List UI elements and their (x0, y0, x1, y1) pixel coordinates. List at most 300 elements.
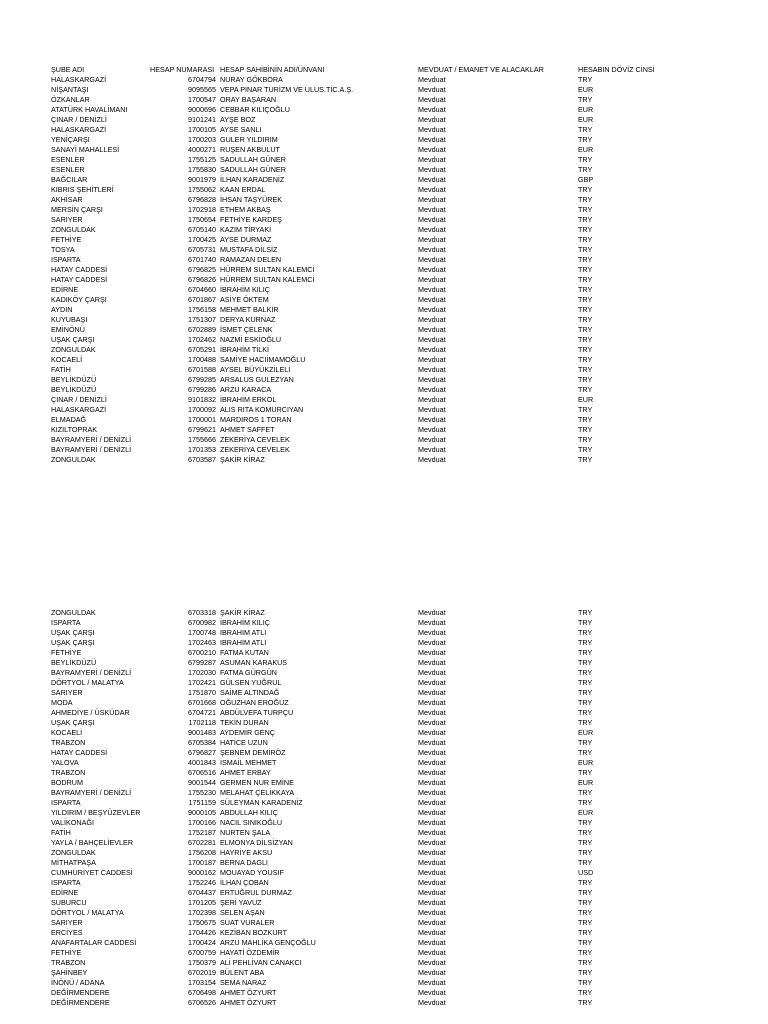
tur-cell: Mevduat (418, 405, 446, 414)
table-row (0, 275, 768, 285)
hesap-no-cell: 9101832 (188, 395, 216, 404)
hesap-no-cell: 1752246 (188, 878, 216, 887)
doviz-cell: TRY (578, 718, 593, 727)
hesap-sahibi-cell: AHMET ÖZYURT (220, 988, 277, 997)
tur-cell: Mevduat (418, 638, 446, 647)
sube-cell: FETHİYE (51, 948, 82, 957)
hesap-sahibi-cell: HAYATİ ÖZDEMİR (220, 948, 280, 957)
table-row (0, 255, 768, 265)
hesap-no-cell: 1755666 (188, 435, 216, 444)
doviz-cell: TRY (578, 225, 593, 234)
table-row (0, 375, 768, 385)
tur-cell: Mevduat (418, 135, 446, 144)
sube-cell: ELMADAĞ (51, 415, 87, 424)
table-row (0, 325, 768, 335)
hesap-no-cell: 9095565 (188, 85, 216, 94)
doviz-cell: TRY (578, 285, 593, 294)
table-row (0, 788, 768, 798)
doviz-cell: EUR (578, 728, 594, 737)
hesap-no-cell: 4000271 (188, 145, 216, 154)
tur-cell: Mevduat (418, 808, 446, 817)
tur-cell: Mevduat (418, 255, 446, 264)
hesap-no-cell: 1702462 (188, 335, 216, 344)
sube-cell: KADIKÖY ÇARŞI (51, 295, 107, 304)
hesap-sahibi-cell: IBRAHIM ATLI (220, 628, 267, 637)
hesap-sahibi-cell: ARZU MAHLİKA GENÇOĞLU (220, 938, 316, 947)
doviz-cell: TRY (578, 918, 593, 927)
doviz-cell: TRY (578, 928, 593, 937)
doviz-cell: TRY (578, 988, 593, 997)
hesap-sahibi-cell: İBRAHİM KILIÇ (220, 618, 270, 627)
tur-cell: Mevduat (418, 435, 446, 444)
sube-cell: ZONGULDAK (51, 455, 96, 464)
table-row (0, 688, 768, 698)
sube-cell: ISPARTA (51, 255, 81, 264)
tur-cell: Mevduat (418, 888, 446, 897)
tur-cell: Mevduat (418, 315, 446, 324)
hesap-no-cell: 1750675 (188, 918, 216, 927)
doviz-cell: EUR (578, 85, 594, 94)
doviz-cell: TRY (578, 275, 593, 284)
doviz-cell: EUR (578, 395, 594, 404)
sube-cell: ZONGULDAK (51, 848, 96, 857)
table-row (0, 818, 768, 828)
tur-cell: Mevduat (418, 145, 446, 154)
doviz-cell: TRY (578, 385, 593, 394)
hesap-sahibi-cell: AHMET ERBAY (220, 768, 271, 777)
table-row (0, 185, 768, 195)
doviz-cell: TRY (578, 678, 593, 687)
hesap-sahibi-cell: ŞEBNEM DEMİRÖZ (220, 748, 286, 757)
table-row (0, 628, 768, 638)
doviz-cell: GBP (578, 175, 594, 184)
hesap-sahibi-cell: ARSALUS GULEZYAN (220, 375, 294, 384)
table-row (0, 415, 768, 425)
tur-cell: Mevduat (418, 245, 446, 254)
hesap-no-cell: 6704660 (188, 285, 216, 294)
tur-cell: Mevduat (418, 75, 446, 84)
hesap-sahibi-cell: FATMA KUTAN (220, 648, 269, 657)
sube-cell: ZONGULDAK (51, 608, 96, 617)
tur-cell: Mevduat (418, 165, 446, 174)
doviz-cell: TRY (578, 948, 593, 957)
sube-cell: BAYRAMYERİ / DENİZLİ (51, 435, 132, 444)
hesap-no-cell: 6705731 (188, 245, 216, 254)
doviz-cell: TRY (578, 818, 593, 827)
tur-cell: Mevduat (418, 968, 446, 977)
hesap-sahibi-cell: NURTEN ŞALA (220, 828, 271, 837)
tur-cell: Mevduat (418, 195, 446, 204)
hesap-no-cell: 6704721 (188, 708, 216, 717)
doviz-cell: TRY (578, 325, 593, 334)
sube-cell: ISPARTA (51, 878, 81, 887)
table-row (0, 768, 768, 778)
table-row (0, 708, 768, 718)
hesap-sahibi-cell: SUAT VURALER (220, 918, 275, 927)
hesap-sahibi-cell: ERTUĞRUL DURMAZ (220, 888, 292, 897)
sube-cell: DEĞİRMENDERE (51, 988, 110, 997)
hesap-no-cell: 6704437 (188, 888, 216, 897)
table-row (0, 958, 768, 968)
table-row (0, 455, 768, 465)
table-row (0, 748, 768, 758)
hesap-sahibi-cell: GULER YILDIRIM (220, 135, 278, 144)
hesap-no-cell: 1703154 (188, 978, 216, 987)
hesap-sahibi-cell: AYSE SANLI (220, 125, 262, 134)
table-row (0, 718, 768, 728)
hesap-no-cell: 1704426 (188, 928, 216, 937)
doviz-cell: TRY (578, 405, 593, 414)
tur-cell: Mevduat (418, 718, 446, 727)
hesap-sahibi-cell: ŞERİ YAVUZ (220, 898, 262, 907)
hesap-no-cell: 6796826 (188, 275, 216, 284)
hesap-sahibi-cell: ASUMAN KARAKUS (220, 658, 288, 667)
hesap-sahibi-cell: MEHMET BALKIR (220, 305, 279, 314)
table-row (0, 918, 768, 928)
tur-cell: Mevduat (418, 265, 446, 274)
sube-cell: TRABZON (51, 958, 86, 967)
table-row (0, 968, 768, 978)
hesap-no-cell: 6701867 (188, 295, 216, 304)
hesap-no-cell: 6700210 (188, 648, 216, 657)
hesap-sahibi-cell: CEBBAR KILIÇOĞLU (220, 105, 290, 114)
doviz-cell: TRY (578, 748, 593, 757)
table-row (0, 648, 768, 658)
hesap-no-cell: 6705140 (188, 225, 216, 234)
hesap-sahibi-cell: FETHİYE KARDEŞ (220, 215, 282, 224)
tur-cell: Mevduat (418, 958, 446, 967)
tur-cell: Mevduat (418, 898, 446, 907)
table-row (0, 235, 768, 245)
hesap-no-cell: 1756208 (188, 848, 216, 857)
hesap-no-cell: 1750654 (188, 215, 216, 224)
table-row (0, 898, 768, 908)
sube-cell: HATAY CADDESİ (51, 265, 108, 274)
tur-cell: Mevduat (418, 998, 446, 1007)
sube-cell: CUMHURİYET CADDESİ (51, 868, 133, 877)
sube-cell: HATAY CADDESİ (51, 275, 108, 284)
doviz-cell: TRY (578, 355, 593, 364)
table-row (0, 425, 768, 435)
sube-cell: KOCAELİ (51, 355, 83, 364)
sube-cell: BEYLİKDÜZÜ (51, 658, 97, 667)
doviz-cell: TRY (578, 445, 593, 454)
sube-cell: HALASKARGAZİ (51, 125, 107, 134)
doviz-cell: TRY (578, 708, 593, 717)
table-row (0, 135, 768, 145)
sube-cell: YALOVA (51, 758, 79, 767)
tur-cell: Mevduat (418, 948, 446, 957)
table-row (0, 445, 768, 455)
table-row (0, 395, 768, 405)
sube-cell: EMİNÖNÜ (51, 325, 85, 334)
doviz-cell: TRY (578, 768, 593, 777)
sube-cell: FETHİYE (51, 648, 82, 657)
hesap-sahibi-cell: HAYRİYE AKSU (220, 848, 273, 857)
table-row (0, 658, 768, 668)
doviz-cell: TRY (578, 375, 593, 384)
hesap-no-cell: 6796828 (188, 195, 216, 204)
table-row (0, 365, 768, 375)
doviz-cell: TRY (578, 345, 593, 354)
tur-cell: Mevduat (418, 788, 446, 797)
table-row (0, 848, 768, 858)
table-row (0, 928, 768, 938)
table-row (0, 828, 768, 838)
doviz-cell: TRY (578, 998, 593, 1007)
hesap-sahibi-cell: ARZU KARACA (220, 385, 272, 394)
table-row (0, 115, 768, 125)
table-row (0, 355, 768, 365)
table-row (0, 638, 768, 648)
doviz-cell: TRY (578, 828, 593, 837)
hesap-no-cell: 1700203 (188, 135, 216, 144)
hesap-no-cell: 9101241 (188, 115, 216, 124)
hesap-sahibi-cell: TEKİN DURAN (220, 718, 269, 727)
doviz-cell: TRY (578, 455, 593, 464)
sube-cell: ÇINAR / DENİZLİ (51, 115, 107, 124)
hesap-no-cell: 1751307 (188, 315, 216, 324)
sube-cell: TOSYA (51, 245, 75, 254)
table-row (0, 668, 768, 678)
hesap-sahibi-cell: İLHAN KARADENİZ (220, 175, 285, 184)
table-row (0, 698, 768, 708)
sube-cell: SUBURCU (51, 898, 87, 907)
sube-cell: BEYLİKDÜZÜ (51, 385, 97, 394)
doviz-cell: TRY (578, 365, 593, 374)
hesap-sahibi-cell: ETHEM AKBAŞ (220, 205, 271, 214)
sube-cell: EDİRNE (51, 888, 79, 897)
tur-cell: Mevduat (418, 648, 446, 657)
hesap-no-cell: 1751159 (188, 798, 216, 807)
hesap-no-cell: 1702463 (188, 638, 216, 647)
hesap-sahibi-cell: AYDEMİR GENÇ (220, 728, 275, 737)
doviz-cell: TRY (578, 618, 593, 627)
hesap-sahibi-cell: BERNA DAGLI (220, 858, 268, 867)
table-row (0, 215, 768, 225)
hesap-sahibi-cell: AYSE DURMAZ (220, 235, 272, 244)
tur-cell: Mevduat (418, 415, 446, 424)
hesap-no-cell: 9001483 (188, 728, 216, 737)
tur-cell: Mevduat (418, 618, 446, 627)
sube-cell: ANAFARTALAR CADDESİ (51, 938, 137, 947)
sube-cell: ŞAHİNBEY (51, 968, 88, 977)
hesap-no-cell: 1702030 (188, 668, 216, 677)
hesap-sahibi-cell: NACIL SINIKOĞLU (220, 818, 283, 827)
table-row (0, 225, 768, 235)
sube-cell: ZONGULDAK (51, 345, 96, 354)
sube-cell: SARIYER (51, 688, 83, 697)
tur-cell: Mevduat (418, 928, 446, 937)
tur-cell: Mevduat (418, 295, 446, 304)
sube-cell: EDİRNE (51, 285, 79, 294)
hesap-sahibi-cell: KEZİBAN BOZKURT (220, 928, 287, 937)
doviz-cell: EUR (578, 758, 594, 767)
tur-cell: Mevduat (418, 105, 446, 114)
hesap-no-cell: 1755230 (188, 788, 216, 797)
sube-cell: BODRUM (51, 778, 83, 787)
hesap-no-cell: 1752187 (188, 828, 216, 837)
doviz-cell: EUR (578, 778, 594, 787)
tur-cell: Mevduat (418, 918, 446, 927)
sube-cell: MODA (51, 698, 73, 707)
table-row (0, 405, 768, 415)
hesap-no-cell: 1700187 (188, 858, 216, 867)
hesap-sahibi-cell: ABDÜLVEFA TURPÇU (220, 708, 294, 717)
tur-cell: Mevduat (418, 908, 446, 917)
hesap-no-cell: 6705384 (188, 738, 216, 747)
tur-cell: Mevduat (418, 738, 446, 747)
sube-cell: HALASKARGAZİ (51, 405, 107, 414)
doviz-cell: TRY (578, 858, 593, 867)
hesap-sahibi-cell: SEMA NARAZ (220, 978, 267, 987)
hesap-sahibi-cell: İBRAHİM ERKOL (220, 395, 277, 404)
doviz-cell: TRY (578, 215, 593, 224)
hesap-sahibi-cell: NURAY GÖKBORA (220, 75, 283, 84)
doviz-cell: TRY (578, 878, 593, 887)
doviz-cell: EUR (578, 808, 594, 817)
tur-cell: Mevduat (418, 175, 446, 184)
hesap-sahibi-cell: MARDIROS 1 TORAN (220, 415, 292, 424)
sube-cell: AYDIN (51, 305, 73, 314)
tur-cell: Mevduat (418, 728, 446, 737)
sube-cell: SARIYER (51, 215, 83, 224)
hesap-no-cell: 6706498 (188, 988, 216, 997)
header-doviz: HESABIN DÖVİZ CİNSİ (578, 65, 655, 74)
sube-cell: MİTHATPAŞA (51, 858, 96, 867)
doviz-cell: TRY (578, 648, 593, 657)
doviz-cell: TRY (578, 608, 593, 617)
hesap-sahibi-cell: AHMET ÖZYURT (220, 998, 277, 1007)
sube-cell: BAYRAMYERİ / DENİZLİ (51, 445, 132, 454)
hesap-no-cell: 1700547 (188, 95, 216, 104)
hesap-no-cell: 6799287 (188, 658, 216, 667)
doviz-cell: TRY (578, 628, 593, 637)
sube-cell: KIZILTOPRAK (51, 425, 98, 434)
doviz-cell: TRY (578, 205, 593, 214)
tur-cell: Mevduat (418, 698, 446, 707)
table-row (0, 738, 768, 748)
hesap-sahibi-cell: KAAN ERDAL (220, 185, 266, 194)
table-row (0, 95, 768, 105)
sube-cell: TRABZON (51, 768, 86, 777)
doviz-cell: TRY (578, 295, 593, 304)
doviz-cell: TRY (578, 265, 593, 274)
hesap-no-cell: 1700001 (188, 415, 216, 424)
doviz-cell: TRY (578, 968, 593, 977)
doviz-cell: TRY (578, 125, 593, 134)
table-row (0, 808, 768, 818)
hesap-no-cell: 1750379 (188, 958, 216, 967)
table-block-1 (0, 65, 768, 465)
sube-cell: KUYUBAŞI (51, 315, 88, 324)
sube-cell: FATİH (51, 365, 71, 374)
hesap-no-cell: 6799621 (188, 425, 216, 434)
hesap-no-cell: 9001544 (188, 778, 216, 787)
table-row (0, 728, 768, 738)
tur-cell: Mevduat (418, 335, 446, 344)
tur-cell: Mevduat (418, 425, 446, 434)
doviz-cell: EUR (578, 105, 594, 114)
sube-cell: UŞAK ÇARŞI (51, 718, 95, 727)
tur-cell: Mevduat (418, 868, 446, 877)
sube-cell: UŞAK ÇARŞI (51, 335, 95, 344)
hesap-sahibi-cell: AYSEL BÜYÜKZİLELİ (220, 365, 291, 374)
doviz-cell: TRY (578, 938, 593, 947)
hesap-sahibi-cell: ABDULLAH KILIÇ (220, 808, 278, 817)
tur-cell: Mevduat (418, 668, 446, 677)
doviz-cell: TRY (578, 235, 593, 244)
sube-cell: YENİÇARŞI (51, 135, 90, 144)
hesap-sahibi-cell: SAMİYE HACIİMAMOĞLU (220, 355, 306, 364)
sube-cell: ISPARTA (51, 618, 81, 627)
doviz-cell: TRY (578, 305, 593, 314)
table-row (0, 838, 768, 848)
tur-cell: Mevduat (418, 768, 446, 777)
doviz-cell: TRY (578, 95, 593, 104)
hesap-no-cell: 6706516 (188, 768, 216, 777)
tur-cell: Mevduat (418, 445, 446, 454)
sube-cell: HALASKARGAZİ (51, 75, 107, 84)
hesap-sahibi-cell: IBRAHIM ATLI (220, 638, 267, 647)
sube-cell: UŞAK ÇARŞI (51, 628, 95, 637)
header-sahibi: HESAP SAHİBİNİN ADI/ÜNVANI (220, 65, 325, 74)
sube-cell: UŞAK ÇARŞI (51, 638, 95, 647)
doviz-cell: EUR (578, 145, 594, 154)
hesap-no-cell: 1702918 (188, 205, 216, 214)
hesap-sahibi-cell: SAİME ALTINDAĞ (220, 688, 280, 697)
sube-cell: KIBRIS ŞEHİTLERİ (51, 185, 114, 194)
hesap-no-cell: 1701353 (188, 445, 216, 454)
sube-cell: ERCİYES (51, 928, 83, 937)
table-row (0, 75, 768, 85)
doviz-cell: TRY (578, 888, 593, 897)
sube-cell: ÇINAR / DENİZLİ (51, 395, 107, 404)
sube-cell: MERSİN ÇARŞI (51, 205, 103, 214)
tur-cell: Mevduat (418, 355, 446, 364)
table-row (0, 385, 768, 395)
hesap-no-cell: 6701740 (188, 255, 216, 264)
sube-cell: YILDIRIM / BEŞYÜZEVLER (51, 808, 141, 817)
hesap-no-cell: 1702118 (188, 718, 216, 727)
hesap-no-cell: 6700759 (188, 948, 216, 957)
table-row (0, 85, 768, 95)
hesap-no-cell: 1751870 (188, 688, 216, 697)
doviz-cell: TRY (578, 668, 593, 677)
table-row (0, 435, 768, 445)
table-row (0, 908, 768, 918)
tur-cell: Mevduat (418, 748, 446, 757)
hesap-no-cell: 6701588 (188, 365, 216, 374)
doviz-cell: TRY (578, 658, 593, 667)
hesap-no-cell: 6799286 (188, 385, 216, 394)
hesap-sahibi-cell: İBRAHİM KILIÇ (220, 285, 270, 294)
table-header (0, 65, 768, 75)
table-row (0, 155, 768, 165)
hesap-sahibi-cell: DERYA KURNAZ (220, 315, 276, 324)
hesap-no-cell: 1700425 (188, 235, 216, 244)
sube-cell: İNÖNÜ / ADANA (51, 978, 105, 987)
hesap-no-cell: 9001979 (188, 175, 216, 184)
hesap-sahibi-cell: FATMA GÜRGÜN (220, 668, 277, 677)
hesap-sahibi-cell: SADULLAH GÜNER (220, 165, 286, 174)
hesap-sahibi-cell: SELEN AŞAN (220, 908, 265, 917)
hesap-sahibi-cell: OĞUZHAN EROĞUZ (220, 698, 289, 707)
hesap-sahibi-cell: RAMAZAN DELEN (220, 255, 282, 264)
doviz-cell: TRY (578, 978, 593, 987)
table-row (0, 858, 768, 868)
sube-cell: ESENLER (51, 165, 85, 174)
